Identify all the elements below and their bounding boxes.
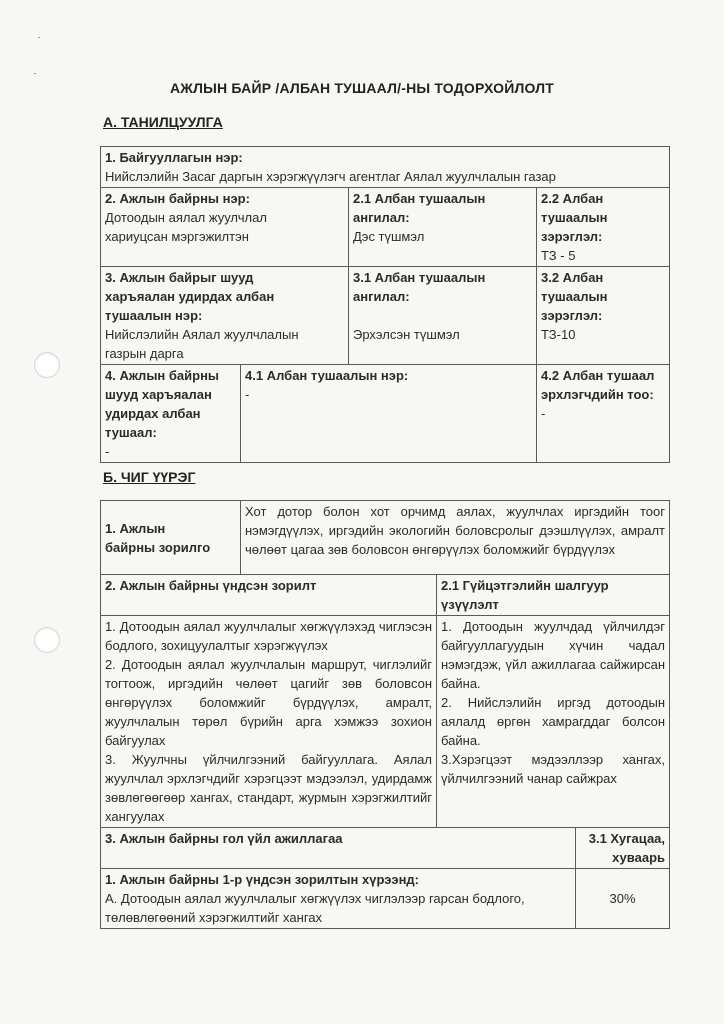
punch-hole-top bbox=[34, 352, 60, 378]
main-activities-header-text: 3. Ажлын байрны гол үйл ажиллагаа bbox=[105, 831, 343, 846]
time-header-text: хуваарь bbox=[612, 850, 666, 865]
subordinate-name-cell bbox=[241, 365, 537, 463]
supervisor-grade-value: ТЗ-10 bbox=[541, 327, 576, 342]
duties-table bbox=[100, 500, 670, 929]
performance-item: 1. Дотоодын жуулчдад үйлчилдэг байгууллагуудын хүчин чадал нэмэгдэж, үйл ажиллагаа сайжирсан байна. bbox=[441, 619, 666, 691]
punch-hole-bottom bbox=[34, 627, 60, 653]
supervisor-cell bbox=[101, 267, 349, 365]
subordinate-label: 4. Ажлын байрны bbox=[105, 368, 220, 383]
position-category-label: 2.1 Албан тушаалын bbox=[353, 191, 486, 206]
goal-label: байрны зорилго bbox=[105, 539, 211, 555]
objective-1-title: 1. Ажлын байрны 1-р үндсэн зорилтын хүрээнд: bbox=[105, 872, 420, 887]
subordinate-count-label: эрхлэгчдийн тоо: bbox=[541, 387, 654, 402]
position-name-label: 2. Ажлын байрны нэр: bbox=[105, 191, 250, 206]
main-activities-header bbox=[101, 828, 576, 869]
position-category-cell bbox=[349, 188, 537, 267]
main-objective-item: 3. Жуулчны үйлчилгээний байгууллага. Аялал жуулчлал эрхлэгчдийг хэрэгцээт мэдээлэл, удирдамж зөвлөгөөгөөр хангах, стандарт, журмын хэрэгжилтийг хангуулах bbox=[105, 752, 432, 824]
subordinate-label: шууд харъяалан bbox=[105, 387, 212, 402]
main-objectives-list bbox=[101, 616, 437, 828]
performance-item: 3.Хэрэгцээт мэдээллээр хангах, үйлчилгээний чанар сайжрах bbox=[441, 752, 666, 786]
position-category-value: Дэс түшмэл bbox=[353, 229, 425, 244]
scan-speck bbox=[38, 37, 40, 38]
subordinate-count-cell bbox=[537, 365, 670, 463]
organization-value: Нийслэлийн Засаг даргын хэрэгжүүлэгч агентлаг Аялал жуулчлалын газар bbox=[105, 169, 556, 184]
supervisor-label: тушаалын нэр: bbox=[105, 308, 203, 323]
position-name-value: хариуцсан мэргэжилтэн bbox=[105, 229, 249, 244]
supervisor-category-cell bbox=[349, 267, 537, 365]
organization-cell bbox=[101, 147, 670, 188]
subordinate-label: удирдах албан bbox=[105, 406, 201, 421]
performance-header-text: 2.1 Гүйцэтгэлийн шалгуур bbox=[441, 578, 609, 593]
subordinate-count-value: - bbox=[541, 406, 546, 421]
supervisor-category-label: ангилал: bbox=[353, 289, 410, 304]
supervisor-category-value: Эрхэлсэн түшмэл bbox=[353, 327, 460, 342]
supervisor-label: 3. Ажлын байрыг шууд bbox=[105, 270, 254, 285]
subordinate-name-label: 4.1 Албан тушаалын нэр: bbox=[245, 368, 409, 383]
main-objective-item: 1. Дотоодын аялал жуулчлалыг хөгжүүлэхэд чиглэсэн бодлого, зохицуулалтыг хэрэгжүүлэх bbox=[105, 619, 432, 653]
position-grade-value: ТЗ - 5 bbox=[541, 248, 576, 263]
subordinate-name-value: - bbox=[245, 387, 250, 402]
position-grade-label: зэрэглэл: bbox=[541, 229, 603, 244]
position-grade-label: 2.2 Албан bbox=[541, 191, 604, 206]
main-objectives-header bbox=[101, 575, 437, 616]
supervisor-value: Нийслэлийн Аялал жуулчлалын bbox=[105, 327, 299, 342]
supervisor-category-label: 3.1 Албан тушаалын bbox=[353, 270, 486, 285]
introduction-table bbox=[100, 146, 670, 463]
performance-header-text: үзүүлэлт bbox=[441, 597, 499, 612]
scan-speck bbox=[34, 73, 36, 74]
section-a-heading: А. ТАНИЛЦУУЛГА bbox=[103, 114, 223, 130]
position-grade-cell bbox=[537, 188, 670, 267]
performance-list bbox=[437, 616, 670, 828]
supervisor-grade-label: 3.2 Албан bbox=[541, 270, 604, 285]
objective-1-share: 30% bbox=[576, 869, 670, 929]
position-name-value: Дотоодын аялал жуулчлал bbox=[105, 210, 267, 225]
performance-item: 2. Нийслэлийн иргэд дотоодын аялалд өргөн хамрагддаг болсон байна. bbox=[441, 695, 666, 748]
section-b-heading: Б. ЧИГ ҮҮРЭГ bbox=[103, 469, 196, 485]
goal-label-cell bbox=[101, 501, 241, 575]
main-objectives-header-text: 2. Ажлын байрны үндсэн зорилт bbox=[105, 578, 317, 593]
objective-1-activities bbox=[101, 869, 576, 929]
supervisor-value: газрын дарга bbox=[105, 346, 184, 361]
performance-header bbox=[437, 575, 670, 616]
goal-text: Хот дотор болон хот орчимд аялах, жуулчлах иргэдийн тоог нэмэгдүүлэх, иргэдийн экологийн боловсролыг дээшлүүлэх, амралт чөлөөт цагаа зөв боловсон өнгөрүүлэх боломжийг бүрдүүлэх bbox=[241, 501, 670, 575]
time-header bbox=[576, 828, 670, 869]
supervisor-grade-label: зэрэглэл: bbox=[541, 308, 603, 323]
position-category-label: ангилал: bbox=[353, 210, 410, 225]
time-header-text: 3.1 Хугацаа, bbox=[588, 831, 666, 846]
objective-1-text: А. Дотоодын аялал жуулчлалыг хөгжүүлэх чиглэлээр гарсан бодлого, төлөвлөгөөний хэрэгжилтийг хангах bbox=[105, 891, 525, 925]
organization-label: 1. Байгууллагын нэр: bbox=[105, 150, 243, 165]
goal-label: 1. Ажлын bbox=[105, 520, 166, 536]
subordinate-count-label: 4.2 Албан тушаал bbox=[541, 368, 655, 383]
supervisor-label: харъяалан удирдах албан bbox=[105, 289, 275, 304]
position-name-cell bbox=[101, 188, 349, 267]
subordinate-cell bbox=[101, 365, 241, 463]
supervisor-grade-label: тушаалын bbox=[541, 289, 608, 304]
subordinate-value: - bbox=[105, 444, 110, 459]
main-objective-item: 2. Дотоодын аялал жуулчлалын маршрут, чиглэлийг тогтоож, иргэдийн чөлөөт цагийг зөв боловсон өнгөрүүлэх боломжийг бүрдүүлэх, амралт, жуулчлалын төрөл бүрийн арга хэмжээ зохион байгуулах bbox=[105, 657, 432, 748]
document-title: АЖЛЫН БАЙР /АЛБАН ТУШААЛ/-НЫ ТОДОРХОЙЛОЛТ bbox=[169, 80, 555, 96]
position-grade-label: тушаалын bbox=[541, 210, 608, 225]
subordinate-label: тушаал: bbox=[105, 425, 157, 440]
supervisor-grade-cell bbox=[537, 267, 670, 365]
